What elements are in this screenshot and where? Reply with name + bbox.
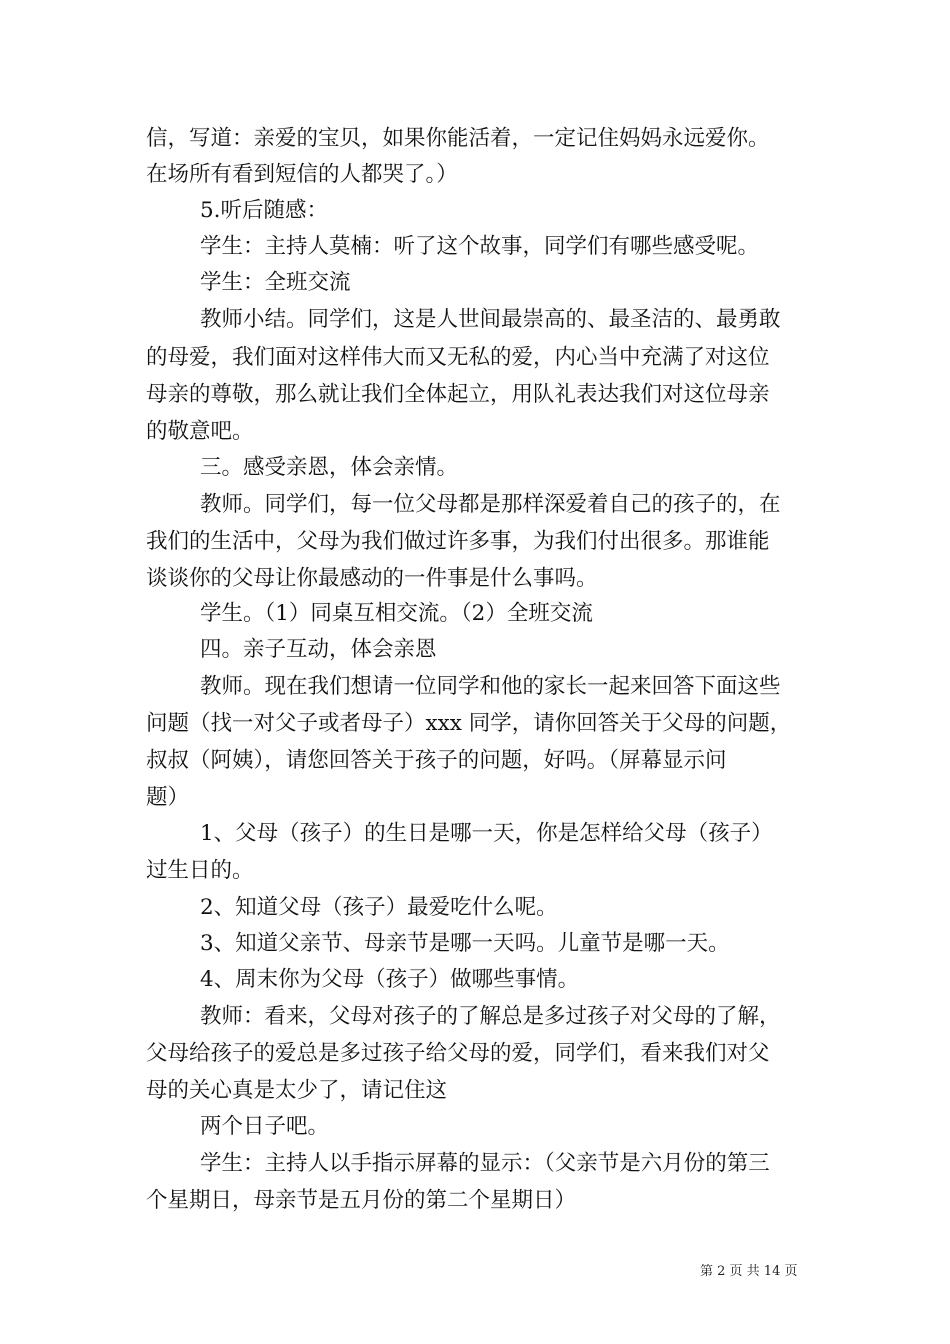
text-line: 教师：看来，父母对孩子的了解总是多过孩子对父母的了解， [200, 1004, 781, 1029]
text-line: 教师。现在我们想请一位同学和他的家长一起来回答下面这些 [200, 674, 781, 699]
text-line: 过生日的。 [146, 858, 254, 883]
text-line: 问题（找一对父子或者母子）xxx 同学，请你回答关于父母的问题， [146, 711, 792, 736]
text-line: 在场所有看到短信的人都哭了。） [146, 162, 458, 187]
text-line: 学生：主持人以手指示屏幕的显示：（父亲节是六月份的第三 [200, 1151, 770, 1176]
text-line: 学生：主持人莫楠：听了这个故事，同学们有哪些感受呢。 [200, 234, 760, 259]
page-number: 第 2 页 共 14 页 [700, 1264, 798, 1279]
text-line: 教师。同学们，每一位父母都是那样深爱着自己的孩子的，在 [200, 492, 781, 517]
text-line: 母的关心真是太少了，请记住这 [146, 1078, 448, 1103]
text-line: 信，写道：亲爱的宝贝，如果你能活着，一定记住妈妈永远爱你。 [146, 126, 770, 151]
text-line: 教师小结。同学们，这是人世间最崇高的、最圣洁的、最勇敢 [200, 307, 781, 332]
text-line: 母亲的尊敬，那么就让我们全体起立，用队礼表达我们对这位母亲 [146, 382, 770, 407]
text-line: 父母给孩子的爱总是多过孩子给父母的爱，同学们，看来我们对父 [146, 1041, 770, 1066]
text-line: 个星期日，母亲节是五月份的第二个星期日） [146, 1188, 577, 1213]
text-line: 叔叔（阿姨），请您回答关于孩子的问题，好吗。（屏幕显示问 [146, 748, 727, 773]
text-line: 学生：全班交流 [200, 270, 351, 295]
text-line: 谈谈你的父母让你最感动的一件事是什么事吗。 [146, 566, 598, 591]
text-line: 我们的生活中，父母为我们做过许多事，为我们付出很多。那谁能 [146, 529, 770, 554]
section-heading: 三。感受亲恩，体会亲情。 [200, 455, 459, 480]
text-line: 题） [146, 785, 190, 810]
text-line: 的母爱，我们面对这样伟大而又无私的爱，内心当中充满了对这位 [146, 345, 770, 370]
text-line: 两个日子吧。 [200, 1114, 330, 1139]
section-heading: 5.听后随感： [200, 198, 329, 223]
list-item: 2、知道父母（孩子）最爱吃什么呢。 [200, 895, 558, 920]
list-item: 3、知道父亲节、母亲节是哪一天吗。儿童节是哪一天。 [200, 931, 730, 956]
list-item: 4、周末你为父母（孩子）做哪些事情。 [200, 967, 580, 992]
section-heading: 四。亲子互动，体会亲恩 [200, 637, 437, 662]
text-line: 的敬意吧。 [146, 419, 254, 444]
text-line: 学生。（1）同桌互相交流。（2）全班交流 [200, 601, 593, 626]
list-item: 1、父母（孩子）的生日是哪一天，你是怎样给父母（孩子） [200, 821, 773, 846]
